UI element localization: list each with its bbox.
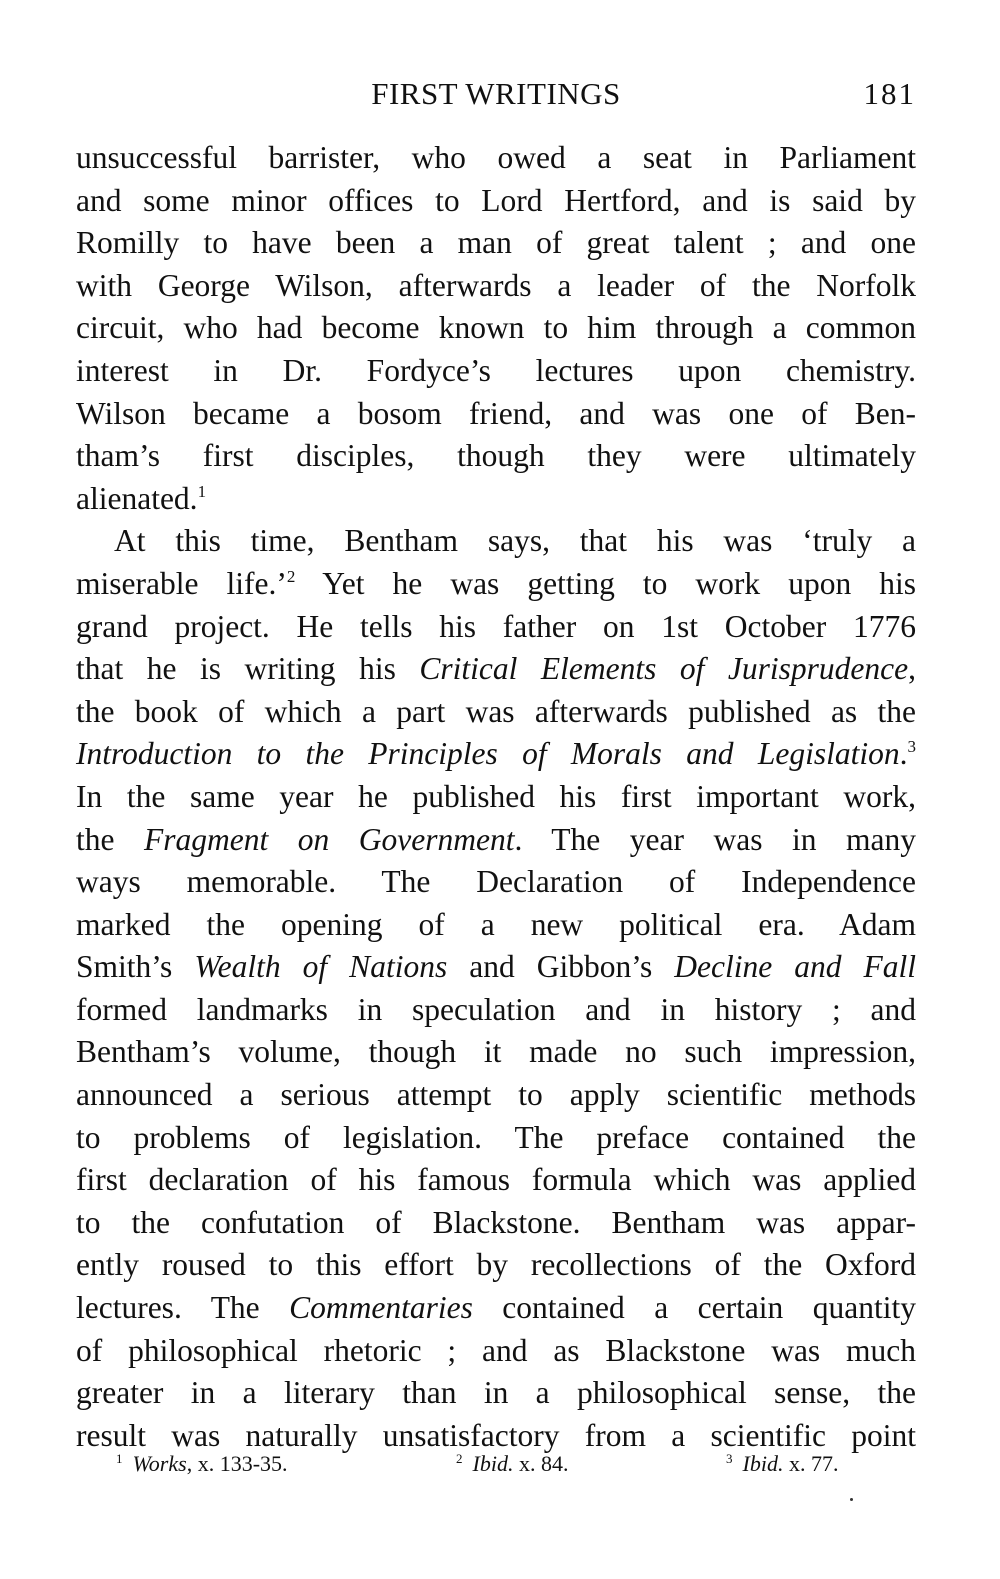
text-line: alienated.$^1$ <box>76 480 207 516</box>
footnote-ref: 2 <box>286 566 296 586</box>
text-line: that he is writing his Critical Elements of Jurisprudence, <box>76 651 916 687</box>
text-line: ways memorable. The Declaration of Independence <box>76 864 916 900</box>
page-number: 181 <box>863 76 916 111</box>
text-line: marked the opening of a new political era. Adam <box>76 906 916 942</box>
text-line: of philosophical rhetoric ; and as Blackstone was much <box>76 1332 916 1368</box>
footnote-ref: 3 <box>907 737 916 757</box>
footnote-ref: 1 <box>197 481 207 501</box>
footnote: $^1$ Works, x. 133-35. <box>116 1451 288 1476</box>
text-line: to the confutation of Blackstone. Bentham was appar- <box>76 1204 916 1240</box>
text-line: ently roused to this effort by recollections of the Oxford <box>76 1247 916 1283</box>
footnote: $^3$ Ibid. x. 77. <box>726 1451 839 1476</box>
text-line: miserable life.’$^2$ Yet he was getting to work upon his <box>76 565 916 601</box>
italic-title: Wealth of Nations <box>194 949 448 985</box>
italic-title: Decline and Fall <box>674 949 916 985</box>
text-line: formed landmarks in speculation and in history ; and <box>76 991 916 1027</box>
italic-title: Critical Elements of Jurisprudence <box>419 651 909 687</box>
running-title: FIRST WRITINGS <box>371 76 621 111</box>
text-line: Romilly to have been a man of great talent ; and one <box>76 225 916 261</box>
text-line: At this time, Bentham says, that his was ‘truly a <box>114 523 916 559</box>
text-line: result was naturally unsatisfactory from a scientific point <box>76 1417 916 1453</box>
text-line: grand project. He tells his father on 1st October 1776 <box>76 608 916 644</box>
text-line: the Fragment on Government. The year was in many <box>76 821 916 857</box>
text-line: unsuccessful barrister, who owed a seat in Parliament <box>76 140 916 175</box>
italic-title: Introduction to the Principles of Morals and Legislation <box>76 736 900 772</box>
text-line: interest in Dr. Fordyce’s lectures upon chemistry. <box>76 352 916 388</box>
text-line: circuit, who had become known to him through a common <box>76 310 916 346</box>
text-line: and some minor offices to Lord Hertford, and is said by <box>76 182 916 218</box>
running-header <box>76 74 916 114</box>
body-text <box>76 137 916 1457</box>
text-line: first declaration of his famous formula which was applied <box>76 1162 916 1198</box>
text-line: the book of which a part was afterwards published as the <box>76 693 916 729</box>
text-line: Wilson became a bosom friend, and was one of Ben- <box>76 395 916 431</box>
text-line: lectures. The Commentaries contained a certain quantity <box>76 1290 916 1326</box>
text-line: Bentham’s volume, though it made no such impression, <box>76 1034 916 1070</box>
italic-title: Commentaries <box>289 1290 473 1326</box>
text-line: In the same year he published his first important work, <box>76 778 916 814</box>
text-line: greater in a literary than in a philosophical sense, the <box>76 1375 916 1411</box>
text-line: with George Wilson, afterwards a leader of the Norfolk <box>76 267 916 303</box>
text-line: tham’s first disciples, though they were ultimately <box>76 438 916 474</box>
footnote: $^2$ Ibid. x. 84. <box>456 1451 569 1476</box>
text-line: Introduction to the Principles of Morals and Legislation.$^3$ <box>76 736 916 772</box>
text-line: announced a serious attempt to apply scientific methods <box>76 1077 916 1113</box>
print-speck <box>850 1498 853 1501</box>
footnotes <box>76 1446 916 1482</box>
italic-title: Fragment on Government <box>144 821 515 857</box>
text-line: Smith’s Wealth of Nations and Gibbon’s Decline and Fall <box>76 949 916 985</box>
text-line: to problems of legislation. The preface contained the <box>76 1119 916 1155</box>
